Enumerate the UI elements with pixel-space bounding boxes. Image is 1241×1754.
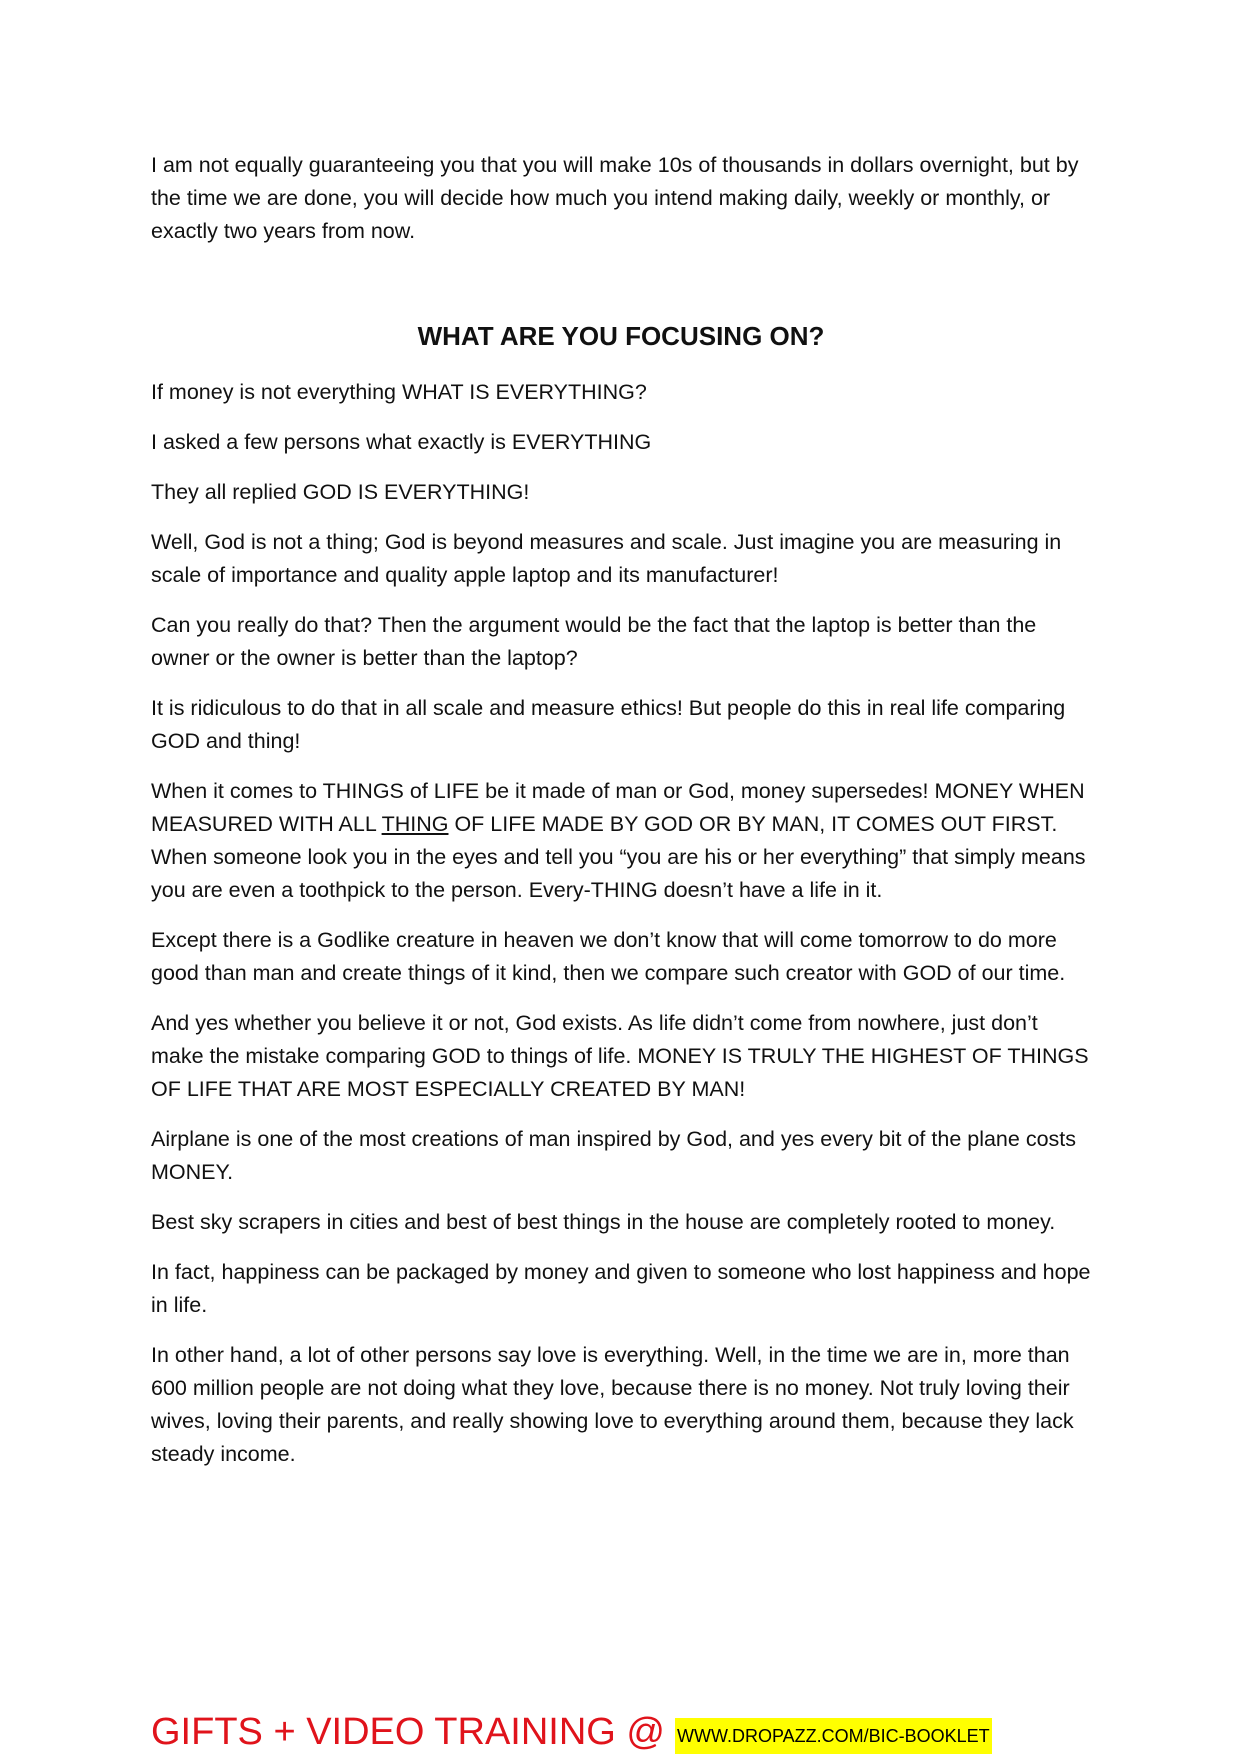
promo-footer: [151, 1710, 1151, 1754]
body-paragraph: It is ridiculous to do that in all scale and measure ethics! But people do this in real life comparing GOD and thing!: [151, 696, 1066, 753]
body-paragraph: And yes whether you believe it or not, God exists. As life didn’t come from nowhere, just don’t make the mistake comparing GOD to things of life. MONEY IS TRULY THE HIGHEST OF THINGS OF LIFE THAT ARE MOST ESPECIALLY CREATED BY MAN!: [151, 1011, 1089, 1101]
section-heading: WHAT ARE YOU FOCUSING ON?: [417, 321, 825, 351]
body-paragraph: Except there is a Godlike creature in heaven we don’t know that will come tomorrow to do more good than man and create things of it kind, then we compare such creator with GOD of our time.: [151, 928, 1066, 985]
body-paragraph: Can you really do that? Then the argument would be the fact that the laptop is better than the owner or the owner is better than the laptop?: [151, 613, 1037, 670]
money-paragraph-start: When it comes to THINGS of LIFE be it made of man or God, money supersedes! MONEY WHEN MEASURED WITH ALL: [151, 779, 1085, 836]
underlined-word: THING: [381, 812, 449, 836]
money-paragraph: [151, 775, 1091, 907]
intro-paragraph: I am not equally guaranteeing you that you will make 10s of thousands in dollars overnight, but by the time we are done, you will decide how much you intend making daily, weekly or monthly, or exactly two years from now.: [151, 153, 1079, 243]
money-paragraph-end: OF LIFE MADE BY GOD OR BY MAN, IT COMES OUT FIRST. When someone look you in the eyes and tell you “you are his or her everything” that simply means you are even a toothpick to the person. Every-THING doesn’t have a life in it.: [151, 812, 1086, 902]
body-paragraph: In other hand, a lot of other persons say love is everything. Well, in the time we are in, more than 600 million people are not doing what they love, because there is no money. Not truly loving their wives, loving their parents, and really showing love to everything around them, because they lack steady income.: [151, 1343, 1074, 1466]
promo-label: GIFTS + VIDEO TRAINING @: [151, 1711, 666, 1753]
body-paragraph: Best sky scrapers in cities and best of best things in the house are completely rooted to money.: [151, 1210, 1056, 1234]
body-paragraph: Airplane is one of the most creations of man inspired by God, and yes every bit of the plane costs MONEY.: [151, 1127, 1077, 1184]
body-section: [151, 376, 1091, 1488]
body-paragraph: They all replied GOD IS EVERYTHING!: [151, 480, 530, 504]
body-paragraph: In fact, happiness can be packaged by money and given to someone who lost happiness and hope in life.: [151, 1260, 1091, 1317]
body-paragraph: I asked a few persons what exactly is EVERYTHING: [151, 430, 652, 454]
intro-section: [151, 149, 1091, 265]
body-paragraph: If money is not everything WHAT IS EVERYTHING?: [151, 380, 647, 404]
body-paragraph: Well, God is not a thing; God is beyond measures and scale. Just imagine you are measuring in scale of importance and quality apple laptop and its manufacturer!: [151, 530, 1062, 587]
promo-url-link[interactable]: WWW.DROPAZZ.COM/BIC-BOOKLET: [675, 1718, 992, 1754]
